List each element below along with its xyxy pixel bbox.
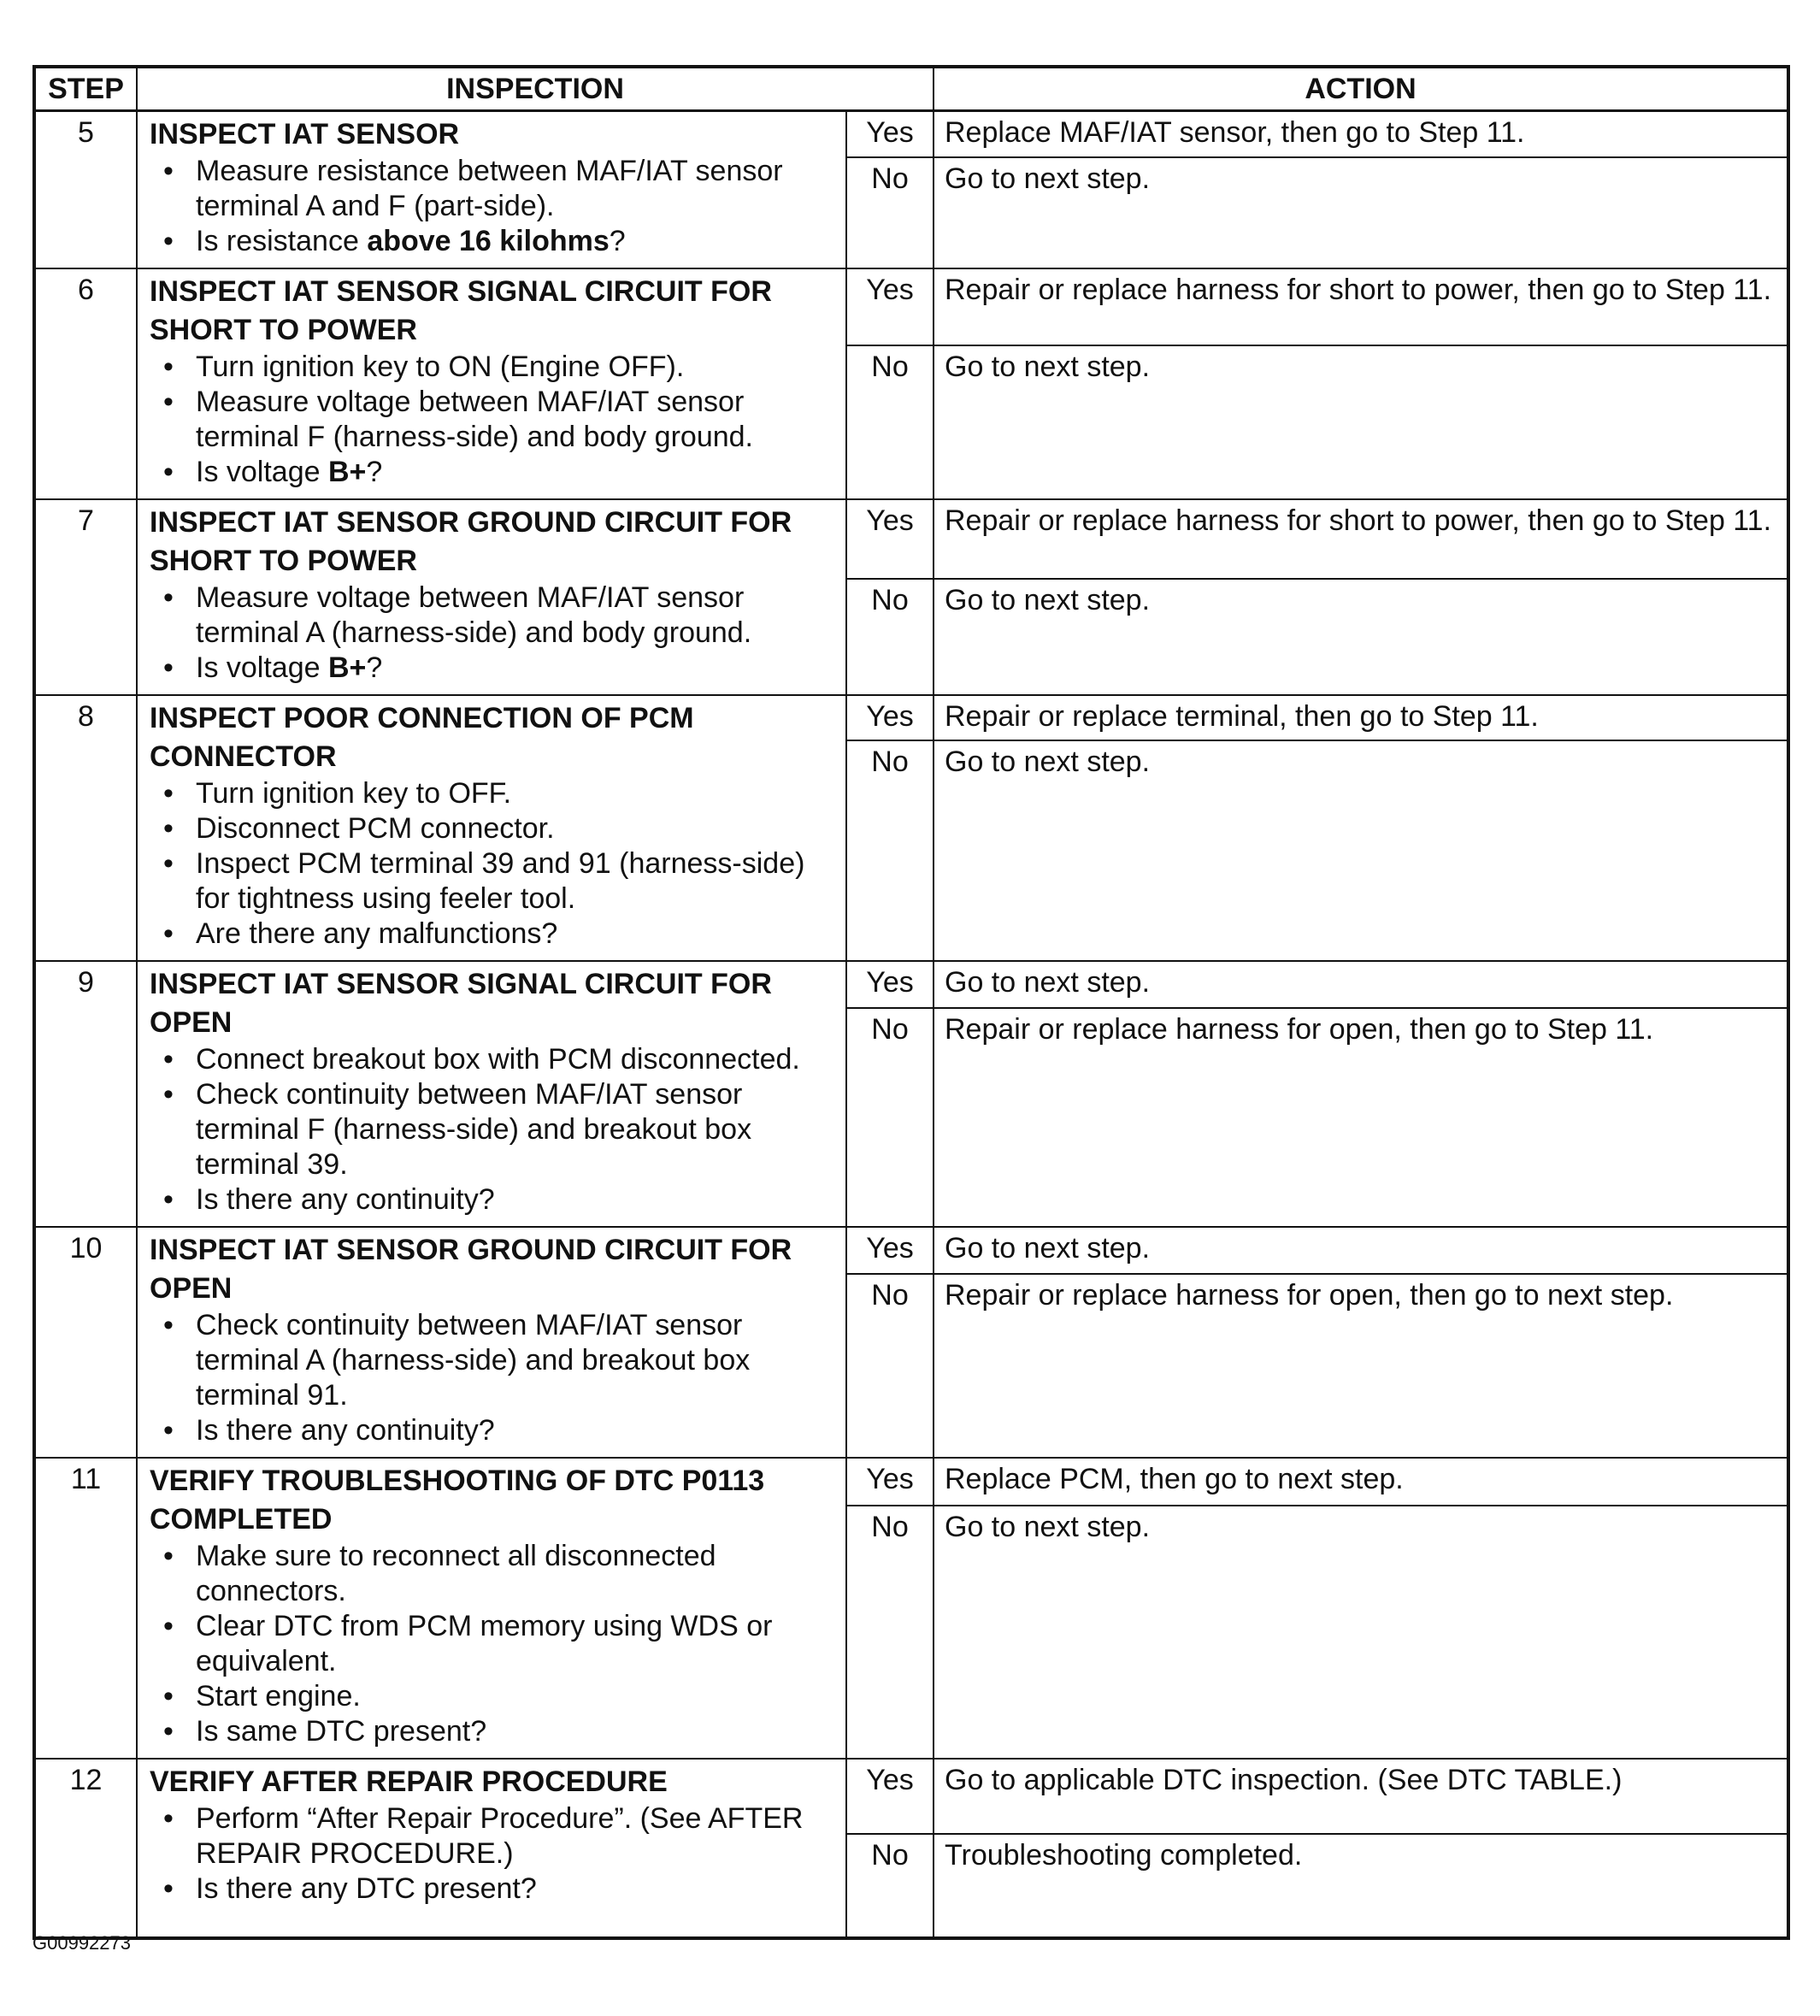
bullet-dot-icon: •	[163, 651, 174, 684]
bullet-dot-icon: •	[163, 1715, 174, 1748]
bullet-text: Is there any DTC present?	[196, 1872, 537, 1905]
bullet-text: Are there any malfunctions?	[196, 917, 558, 950]
bullet-text: Clear DTC from PCM memory using WDS or equivalent.	[196, 1610, 773, 1677]
bullet-text: Measure resistance between MAF/IAT sensor terminal A and F (part-side).	[196, 155, 783, 222]
inspection-cell	[137, 1458, 846, 1759]
inspection-cell	[137, 111, 846, 269]
inspection-bullet	[150, 1539, 835, 1609]
inspection-bullet-list	[150, 776, 835, 952]
bullet-dot-icon: •	[163, 812, 174, 845]
bullet-text: Disconnect PCM connector.	[196, 812, 555, 845]
bullet-text: Turn ignition key to ON (Engine OFF).	[196, 351, 685, 383]
inspection-bullet-list	[150, 581, 835, 686]
inspection-bullet	[150, 1182, 835, 1217]
yes-label: Yes	[846, 1759, 934, 1834]
inspection-cell	[137, 1759, 846, 1938]
inspection-cell	[137, 499, 846, 695]
yes-action: Replace MAF/IAT sensor, then go to Step 11.	[934, 111, 1788, 157]
yes-label: Yes	[846, 268, 934, 345]
header-step: STEP	[34, 67, 137, 111]
step-number: 11	[34, 1458, 137, 1759]
bullet-dot-icon: •	[163, 1183, 174, 1216]
yes-label: Yes	[846, 111, 934, 157]
inspection-title: VERIFY AFTER REPAIR PROCEDURE	[150, 1765, 668, 1798]
yes-action: Go to applicable DTC inspection. (See DTC TABLE.)	[934, 1759, 1788, 1834]
bullet-dot-icon: •	[163, 456, 174, 488]
no-action: Troubleshooting completed.	[934, 1834, 1788, 1938]
bullet-suffix: ?	[366, 651, 383, 684]
bullet-dot-icon: •	[163, 1872, 174, 1905]
step-number: 8	[34, 695, 137, 961]
no-action: Repair or replace harness for open, then go to next step.	[934, 1274, 1788, 1458]
inspection-bullet	[150, 1801, 835, 1872]
inspection-bullet	[150, 1872, 835, 1907]
inspection-bullet	[150, 154, 835, 224]
bullet-dot-icon: •	[163, 1043, 174, 1076]
no-label: No	[846, 1008, 934, 1227]
step-number: 10	[34, 1227, 137, 1458]
yes-action: Repair or replace harness for short to power, then go to Step 11.	[934, 268, 1788, 345]
bullet-text: Is voltage	[196, 651, 328, 684]
yes-action: Repair or replace harness for short to power, then go to Step 11.	[934, 499, 1788, 579]
bullet-dot-icon: •	[163, 847, 174, 880]
bullet-dot-icon: •	[163, 155, 174, 187]
header-action: ACTION	[934, 67, 1788, 111]
no-label: No	[846, 1834, 934, 1938]
table-row	[34, 111, 1788, 157]
no-action: Go to next step.	[934, 579, 1788, 695]
table-header-row	[34, 67, 1788, 111]
inspection-title: INSPECT IAT SENSOR SIGNAL CIRCUIT FOR OPEN	[150, 968, 772, 1039]
bullet-dot-icon: •	[163, 1680, 174, 1712]
bullet-dot-icon: •	[163, 1078, 174, 1111]
inspection-bullet	[150, 651, 835, 686]
inspection-title: INSPECT IAT SENSOR GROUND CIRCUIT FOR SHORT TO POWER	[150, 506, 792, 577]
bullet-suffix: ?	[609, 225, 626, 257]
bullet-text: Start engine.	[196, 1680, 361, 1712]
inspection-bullet-list	[150, 1801, 835, 1907]
bullet-text: Is there any continuity?	[196, 1183, 495, 1216]
yes-label: Yes	[846, 499, 934, 579]
figure-id: G00992273	[32, 1932, 131, 1954]
inspection-bullet-list	[150, 1539, 835, 1749]
no-label: No	[846, 1274, 934, 1458]
table-row	[34, 268, 1788, 345]
bullet-dot-icon: •	[163, 386, 174, 418]
bullet-dot-icon: •	[163, 1414, 174, 1447]
table-row	[34, 1458, 1788, 1506]
bullet-text: Perform “After Repair Procedure”. (See AFTER REPAIR PROCEDURE.)	[196, 1802, 804, 1870]
step-number: 12	[34, 1759, 137, 1938]
yes-label: Yes	[846, 1458, 934, 1506]
table-row	[34, 961, 1788, 1008]
header-inspection: INSPECTION	[137, 67, 934, 111]
table-row	[34, 1759, 1788, 1834]
step-number: 5	[34, 111, 137, 269]
no-label: No	[846, 1506, 934, 1759]
step-number: 9	[34, 961, 137, 1227]
bullet-text: Inspect PCM terminal 39 and 91 (harness-side) for tightness using feeler tool.	[196, 847, 805, 915]
inspection-bullet	[150, 581, 835, 651]
inspection-bullet	[150, 917, 835, 952]
bullet-dot-icon: •	[163, 351, 174, 383]
inspection-title: INSPECT IAT SENSOR	[150, 118, 460, 150]
inspection-bullet	[150, 776, 835, 811]
bullet-dot-icon: •	[163, 225, 174, 257]
inspection-cell	[137, 695, 846, 961]
inspection-bullet	[150, 1042, 835, 1077]
no-action: Go to next step.	[934, 157, 1788, 268]
bullet-text: Check continuity between MAF/IAT sensor terminal F (harness-side) and breakout box terminal 39.	[196, 1078, 752, 1181]
inspection-title: INSPECT POOR CONNECTION OF PCM CONNECTOR	[150, 702, 694, 773]
yes-label: Yes	[846, 961, 934, 1008]
inspection-bullet-list	[150, 154, 835, 259]
bullet-emphasis: B+	[327, 456, 367, 488]
no-label: No	[846, 157, 934, 268]
bullet-emphasis: B+	[327, 651, 367, 684]
inspection-title: INSPECT IAT SENSOR SIGNAL CIRCUIT FOR SHORT TO POWER	[150, 275, 772, 346]
no-action: Repair or replace harness for open, then go to Step 11.	[934, 1008, 1788, 1227]
inspection-bullet-list	[150, 350, 835, 490]
bullet-text: Turn ignition key to OFF.	[196, 777, 512, 810]
yes-label: Yes	[846, 1227, 934, 1274]
inspection-bullet-list	[150, 1042, 835, 1217]
bullet-dot-icon: •	[163, 1540, 174, 1572]
no-label: No	[846, 345, 934, 499]
inspection-bullet	[150, 811, 835, 846]
bullet-text: Measure voltage between MAF/IAT sensor terminal F (harness-side) and body ground.	[196, 386, 753, 453]
diagnostic-table	[32, 65, 1790, 1940]
no-action: Go to next step.	[934, 740, 1788, 961]
inspection-bullet	[150, 846, 835, 917]
inspection-bullet	[150, 1077, 835, 1182]
inspection-bullet	[150, 1609, 835, 1679]
bullet-suffix: ?	[366, 456, 383, 488]
table-body	[34, 111, 1788, 1939]
bullet-text: Check continuity between MAF/IAT sensor terminal A (harness-side) and breakout box terminal 91.	[196, 1309, 751, 1412]
inspection-cell	[137, 1227, 846, 1458]
inspection-title: INSPECT IAT SENSOR GROUND CIRCUIT FOR OPEN	[150, 1234, 792, 1305]
inspection-bullet	[150, 1308, 835, 1413]
step-number: 7	[34, 499, 137, 695]
bullet-dot-icon: •	[163, 777, 174, 810]
inspection-bullet	[150, 1679, 835, 1714]
step-number: 6	[34, 268, 137, 499]
table-row	[34, 695, 1788, 740]
bullet-dot-icon: •	[163, 1610, 174, 1642]
yes-action: Go to next step.	[934, 1227, 1788, 1274]
bullet-dot-icon: •	[163, 581, 174, 614]
bullet-text: Is resistance	[196, 225, 368, 257]
no-action: Go to next step.	[934, 1506, 1788, 1759]
bullet-text: Measure voltage between MAF/IAT sensor terminal A (harness-side) and body ground.	[196, 581, 752, 649]
no-action: Go to next step.	[934, 345, 1788, 499]
inspection-bullet-list	[150, 1308, 835, 1448]
table-row	[34, 499, 1788, 579]
yes-action: Replace PCM, then go to next step.	[934, 1458, 1788, 1506]
no-label: No	[846, 740, 934, 961]
bullet-dot-icon: •	[163, 1309, 174, 1341]
bullet-emphasis: above 16 kilohms	[367, 225, 610, 257]
bullet-text: Is voltage	[196, 456, 328, 488]
inspection-bullet	[150, 1413, 835, 1448]
inspection-cell	[137, 268, 846, 499]
inspection-title: VERIFY TROUBLESHOOTING OF DTC P0113 COMPLETED	[150, 1465, 765, 1536]
inspection-bullet	[150, 455, 835, 490]
bullet-dot-icon: •	[163, 917, 174, 950]
inspection-bullet	[150, 224, 835, 259]
inspection-bullet	[150, 385, 835, 455]
bullet-text: Connect breakout box with PCM disconnected.	[196, 1043, 800, 1076]
diagnostic-table-wrapper	[32, 65, 1787, 1940]
yes-action: Repair or replace terminal, then go to Step 11.	[934, 695, 1788, 740]
yes-action: Go to next step.	[934, 961, 1788, 1008]
bullet-text: Make sure to reconnect all disconnected connectors.	[196, 1540, 716, 1607]
bullet-dot-icon: •	[163, 1802, 174, 1835]
bullet-text: Is same DTC present?	[196, 1715, 487, 1748]
inspection-bullet	[150, 1714, 835, 1749]
yes-label: Yes	[846, 695, 934, 740]
no-label: No	[846, 579, 934, 695]
inspection-bullet	[150, 350, 835, 385]
table-row	[34, 1227, 1788, 1274]
inspection-cell	[137, 961, 846, 1227]
bullet-text: Is there any continuity?	[196, 1414, 495, 1447]
